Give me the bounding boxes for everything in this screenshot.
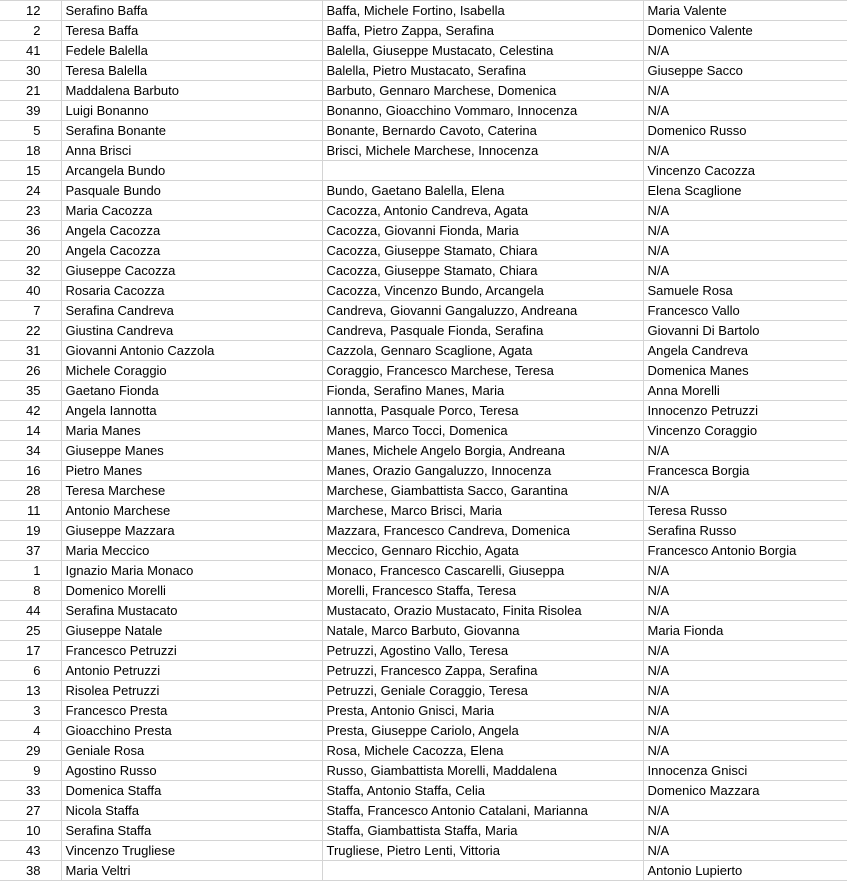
cell-id[interactable]: 29 [0,741,61,761]
cell-id[interactable]: 33 [0,781,61,801]
cell-id[interactable]: 4 [0,721,61,741]
cell-spouse[interactable]: N/A [643,841,847,861]
cell-spouse[interactable]: Domenico Mazzara [643,781,847,801]
cell-parents[interactable]: Cacozza, Antonio Candreva, Agata [322,201,643,221]
table-row [0,601,847,621]
cell-name[interactable]: Maria Cacozza [61,201,322,221]
cell-id[interactable]: 40 [0,281,61,301]
cell-parents[interactable]: Cacozza, Giuseppe Stamato, Chiara [322,261,643,281]
cell-spouse[interactable]: N/A [643,741,847,761]
cell-id[interactable]: 5 [0,121,61,141]
cell-id[interactable]: 10 [0,821,61,841]
cell-name[interactable]: Pietro Manes [61,461,322,481]
table-row [0,621,847,641]
cell-id[interactable]: 18 [0,141,61,161]
cell-spouse[interactable]: N/A [643,601,847,621]
cell-spouse[interactable]: Francesco Vallo [643,301,847,321]
cell-id[interactable]: 26 [0,361,61,381]
cell-spouse[interactable]: N/A [643,241,847,261]
table-row [0,781,847,801]
cell-parents[interactable]: Trugliese, Pietro Lenti, Vittoria [322,841,643,861]
table-row [0,241,847,261]
cell-spouse[interactable]: N/A [643,481,847,501]
cell-id[interactable]: 20 [0,241,61,261]
cell-name[interactable]: Luigi Bonanno [61,101,322,121]
table-row [0,721,847,741]
table-row [0,541,847,561]
cell-parents[interactable]: Rosa, Michele Cacozza, Elena [322,741,643,761]
cell-name[interactable]: Teresa Baffa [61,21,322,41]
table-row [0,221,847,241]
cell-id[interactable]: 42 [0,401,61,421]
cell-name[interactable]: Angela Cacozza [61,241,322,261]
cell-spouse[interactable]: N/A [643,141,847,161]
cell-parents[interactable]: Presta, Giuseppe Cariolo, Angela [322,721,643,741]
cell-name[interactable]: Antonio Petruzzi [61,661,322,681]
cell-parents[interactable]: Petruzzi, Francesco Zappa, Serafina [322,661,643,681]
cell-spouse[interactable]: Francesca Borgia [643,461,847,481]
cell-spouse[interactable]: N/A [643,821,847,841]
cell-name[interactable]: Giuseppe Cacozza [61,261,322,281]
cell-spouse[interactable]: Angela Candreva [643,341,847,361]
cell-name[interactable]: Domenico Morelli [61,581,322,601]
cell-parents[interactable]: Brisci, Michele Marchese, Innocenza [322,141,643,161]
cell-name[interactable]: Domenica Staffa [61,781,322,801]
table-row [0,661,847,681]
table-row [0,861,847,881]
cell-parents[interactable]: Balella, Pietro Mustacato, Serafina [322,61,643,81]
cell-spouse[interactable]: Giuseppe Sacco [643,61,847,81]
cell-parents[interactable]: Cacozza, Vincenzo Bundo, Arcangela [322,281,643,301]
cell-name[interactable]: Rosaria Cacozza [61,281,322,301]
cell-parents[interactable]: Monaco, Francesco Cascarelli, Giuseppa [322,561,643,581]
cell-name[interactable]: Anna Brisci [61,141,322,161]
table-row [0,281,847,301]
table-row [0,481,847,501]
cell-id[interactable]: 13 [0,681,61,701]
cell-spouse[interactable]: N/A [643,801,847,821]
cell-spouse[interactable]: N/A [643,441,847,461]
cell-id[interactable]: 2 [0,21,61,41]
cell-parents[interactable]: Balella, Giuseppe Mustacato, Celestina [322,41,643,61]
cell-name[interactable]: Serafina Mustacato [61,601,322,621]
table-row [0,681,847,701]
table-row [0,341,847,361]
cell-spouse[interactable]: Domenico Valente [643,21,847,41]
cell-id[interactable]: 6 [0,661,61,681]
cell-parents[interactable]: Mazzara, Francesco Candreva, Domenica [322,521,643,541]
cell-spouse[interactable]: Innocenzo Petruzzi [643,401,847,421]
cell-spouse[interactable]: Vincenzo Cacozza [643,161,847,181]
cell-parents[interactable]: Natale, Marco Barbuto, Giovanna [322,621,643,641]
cell-spouse[interactable]: Teresa Russo [643,501,847,521]
cell-name[interactable]: Maria Veltri [61,861,322,881]
cell-id[interactable]: 44 [0,601,61,621]
cell-parents[interactable]: Cacozza, Giuseppe Stamato, Chiara [322,241,643,261]
cell-parents[interactable]: Manes, Michele Angelo Borgia, Andreana [322,441,643,461]
cell-parents[interactable]: Morelli, Francesco Staffa, Teresa [322,581,643,601]
cell-id[interactable]: 35 [0,381,61,401]
cell-name[interactable]: Serafina Staffa [61,821,322,841]
table-row [0,61,847,81]
grid-body [0,1,847,881]
table-row [0,461,847,481]
cell-id[interactable]: 36 [0,221,61,241]
cell-name[interactable]: Giuseppe Natale [61,621,322,641]
cell-id[interactable]: 19 [0,521,61,541]
table-row [0,201,847,221]
table-row [0,121,847,141]
cell-parents[interactable]: Iannotta, Pasquale Porco, Teresa [322,401,643,421]
table-row [0,501,847,521]
cell-parents[interactable]: Fionda, Serafino Manes, Maria [322,381,643,401]
table-row [0,821,847,841]
cell-parents[interactable]: Staffa, Antonio Staffa, Celia [322,781,643,801]
cell-name[interactable]: Maddalena Barbuto [61,81,322,101]
cell-name[interactable]: Serafino Baffa [61,1,322,21]
cell-name[interactable]: Geniale Rosa [61,741,322,761]
cell-spouse[interactable]: Maria Valente [643,1,847,21]
cell-id[interactable]: 38 [0,861,61,881]
table-row [0,421,847,441]
table-row [0,161,847,181]
cell-name[interactable]: Francesco Presta [61,701,322,721]
cell-id[interactable]: 31 [0,341,61,361]
cell-spouse[interactable]: Giovanni Di Bartolo [643,321,847,341]
cell-id[interactable]: 28 [0,481,61,501]
cell-name[interactable]: Francesco Petruzzi [61,641,322,661]
cell-spouse[interactable]: N/A [643,101,847,121]
cell-parents[interactable] [322,861,643,881]
cell-spouse[interactable]: Elena Scaglione [643,181,847,201]
cell-parents[interactable]: Cazzola, Gennaro Scaglione, Agata [322,341,643,361]
table-row [0,81,847,101]
cell-spouse[interactable]: N/A [643,721,847,741]
cell-id[interactable]: 34 [0,441,61,461]
cell-name[interactable]: Fedele Balella [61,41,322,61]
cell-name[interactable]: Risolea Petruzzi [61,681,322,701]
cell-id[interactable]: 14 [0,421,61,441]
cell-parents[interactable]: Candreva, Giovanni Gangaluzzo, Andreana [322,301,643,321]
cell-parents[interactable]: Meccico, Gennaro Ricchio, Agata [322,541,643,561]
table-row [0,741,847,761]
table-row [0,841,847,861]
cell-id[interactable]: 24 [0,181,61,201]
cell-id[interactable]: 32 [0,261,61,281]
cell-parents[interactable]: Baffa, Pietro Zappa, Serafina [322,21,643,41]
cell-parents[interactable]: Cacozza, Giovanni Fionda, Maria [322,221,643,241]
cell-id[interactable]: 8 [0,581,61,601]
cell-parents[interactable]: Mustacato, Orazio Mustacato, Finita Risolea [322,601,643,621]
table-row [0,41,847,61]
cell-name[interactable]: Giuseppe Mazzara [61,521,322,541]
cell-parents[interactable]: Barbuto, Gennaro Marchese, Domenica [322,81,643,101]
cell-name[interactable]: Maria Manes [61,421,322,441]
table-row [0,801,847,821]
cell-spouse[interactable]: Domenico Russo [643,121,847,141]
cell-spouse[interactable]: N/A [643,561,847,581]
cell-name[interactable]: Arcangela Bundo [61,161,322,181]
table-row [0,181,847,201]
cell-spouse[interactable]: Innocenza Gnisci [643,761,847,781]
cell-spouse[interactable]: N/A [643,661,847,681]
table-row [0,1,847,21]
cell-spouse[interactable]: N/A [643,581,847,601]
cell-id[interactable]: 9 [0,761,61,781]
cell-spouse[interactable]: Francesco Antonio Borgia [643,541,847,561]
cell-spouse[interactable]: Antonio Lupierto [643,861,847,881]
cell-name[interactable]: Vincenzo Trugliese [61,841,322,861]
cell-parents[interactable] [322,161,643,181]
cell-name[interactable]: Maria Meccico [61,541,322,561]
cell-id[interactable]: 16 [0,461,61,481]
cell-id[interactable]: 22 [0,321,61,341]
cell-spouse[interactable]: N/A [643,641,847,661]
cell-name[interactable]: Giovanni Antonio Cazzola [61,341,322,361]
table-row [0,21,847,41]
cell-name[interactable]: Teresa Balella [61,61,322,81]
table-row [0,441,847,461]
cell-name[interactable]: Gaetano Fionda [61,381,322,401]
cell-name[interactable]: Pasquale Bundo [61,181,322,201]
table-row [0,381,847,401]
cell-spouse[interactable]: N/A [643,41,847,61]
cell-parents[interactable]: Petruzzi, Agostino Vallo, Teresa [322,641,643,661]
table-row [0,581,847,601]
cell-spouse[interactable]: N/A [643,701,847,721]
cell-name[interactable]: Giustina Candreva [61,321,322,341]
cell-spouse[interactable]: N/A [643,201,847,221]
cell-spouse[interactable]: N/A [643,81,847,101]
cell-id[interactable]: 1 [0,561,61,581]
cell-parents[interactable]: Baffa, Michele Fortino, Isabella [322,1,643,21]
cell-spouse[interactable]: N/A [643,221,847,241]
table-row [0,401,847,421]
cell-spouse[interactable]: Anna Morelli [643,381,847,401]
cell-name[interactable]: Serafina Candreva [61,301,322,321]
cell-id[interactable]: 25 [0,621,61,641]
cell-name[interactable]: Serafina Bonante [61,121,322,141]
cell-name[interactable]: Gioacchino Presta [61,721,322,741]
cell-id[interactable]: 30 [0,61,61,81]
table-row [0,101,847,121]
cell-name[interactable]: Angela Cacozza [61,221,322,241]
table-row [0,761,847,781]
table-row [0,141,847,161]
cell-id[interactable]: 12 [0,1,61,21]
cell-parents[interactable]: Marchese, Marco Brisci, Maria [322,501,643,521]
cell-spouse[interactable]: Domenica Manes [643,361,847,381]
cell-id[interactable]: 43 [0,841,61,861]
table-row [0,561,847,581]
cell-id[interactable]: 23 [0,201,61,221]
cell-spouse[interactable]: Vincenzo Coraggio [643,421,847,441]
cell-id[interactable]: 11 [0,501,61,521]
cell-parents[interactable]: Petruzzi, Geniale Coraggio, Teresa [322,681,643,701]
cell-id[interactable]: 21 [0,81,61,101]
cell-parents[interactable]: Marchese, Giambattista Sacco, Garantina [322,481,643,501]
cell-id[interactable]: 37 [0,541,61,561]
cell-name[interactable]: Teresa Marchese [61,481,322,501]
cell-spouse[interactable]: N/A [643,261,847,281]
table-row [0,521,847,541]
cell-parents[interactable]: Manes, Marco Tocci, Domenica [322,421,643,441]
cell-id[interactable]: 15 [0,161,61,181]
cell-name[interactable]: Giuseppe Manes [61,441,322,461]
table-row [0,261,847,281]
cell-parents[interactable]: Staffa, Giambattista Staffa, Maria [322,821,643,841]
cell-name[interactable]: Angela Iannotta [61,401,322,421]
cell-parents[interactable]: Bonanno, Gioacchino Vommaro, Innocenza [322,101,643,121]
cell-id[interactable]: 17 [0,641,61,661]
table-row [0,301,847,321]
table-row [0,701,847,721]
cell-parents[interactable]: Bonante, Bernardo Cavoto, Caterina [322,121,643,141]
cell-parents[interactable]: Coraggio, Francesco Marchese, Teresa [322,361,643,381]
cell-id[interactable]: 3 [0,701,61,721]
cell-parents[interactable]: Presta, Antonio Gnisci, Maria [322,701,643,721]
cell-spouse[interactable]: Serafina Russo [643,521,847,541]
table-row [0,641,847,661]
cell-parents[interactable]: Russo, Giambattista Morelli, Maddalena [322,761,643,781]
cell-parents[interactable]: Manes, Orazio Gangaluzzo, Innocenza [322,461,643,481]
cell-name[interactable]: Michele Coraggio [61,361,322,381]
table-row [0,321,847,341]
table-row [0,361,847,381]
cell-id[interactable]: 7 [0,301,61,321]
cell-name[interactable]: Antonio Marchese [61,501,322,521]
cell-name[interactable]: Agostino Russo [61,761,322,781]
cell-parents[interactable]: Staffa, Francesco Antonio Catalani, Marianna [322,801,643,821]
cell-id[interactable]: 27 [0,801,61,821]
cell-id[interactable]: 39 [0,101,61,121]
cell-parents[interactable]: Bundo, Gaetano Balella, Elena [322,181,643,201]
cell-spouse[interactable]: Samuele Rosa [643,281,847,301]
cell-id[interactable]: 41 [0,41,61,61]
cell-spouse[interactable]: N/A [643,681,847,701]
cell-name[interactable]: Ignazio Maria Monaco [61,561,322,581]
cell-spouse[interactable]: Maria Fionda [643,621,847,641]
cell-parents[interactable]: Candreva, Pasquale Fionda, Serafina [322,321,643,341]
cell-name[interactable]: Nicola Staffa [61,801,322,821]
